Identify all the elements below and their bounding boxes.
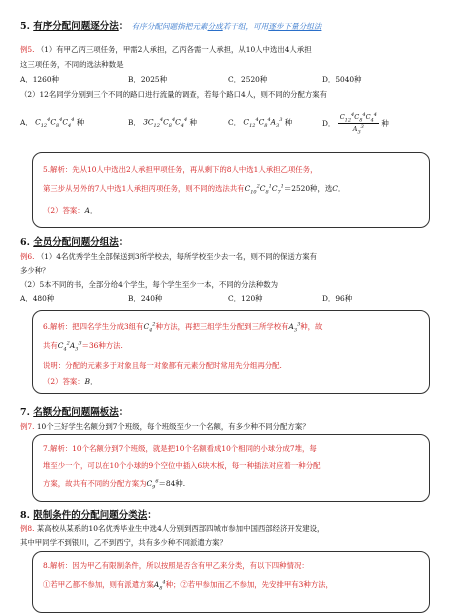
option-d: D．96种 bbox=[322, 294, 353, 303]
option-label: C． bbox=[228, 118, 242, 127]
section-title: 限制条件的分配问题分类法 bbox=[33, 510, 148, 521]
solution-line bbox=[43, 183, 345, 195]
solution-5-box bbox=[32, 152, 430, 228]
section-8-heading bbox=[20, 507, 157, 521]
colon: ： bbox=[118, 407, 129, 418]
desc-underlined: 分成 bbox=[207, 22, 223, 31]
formula: $C_4^2$ bbox=[143, 321, 156, 334]
formula: $C_{12}^4C_8^4A_3^3$ bbox=[243, 116, 283, 129]
formula-option-b bbox=[128, 117, 197, 128]
solution-text: （2）答案： bbox=[43, 206, 85, 215]
example-5-line-1 bbox=[20, 44, 312, 55]
option-label: B． bbox=[128, 118, 141, 127]
colon: ： bbox=[118, 21, 129, 32]
example-text: （1）有甲乙丙三项任务，甲需2人承担，乙丙各需一人承担，从10人中选出4人承担 bbox=[36, 45, 312, 54]
period: ． bbox=[337, 184, 346, 193]
example-text: 10个三好学生名额分到7个班级，每个班级至少一个名额，有多少种不同分配方案？ bbox=[36, 422, 310, 431]
option-suffix: 种 bbox=[284, 118, 293, 127]
example-7-line-1 bbox=[20, 421, 310, 432]
solution-line: 7.解析：10个名额分到7个班级，就是把10个名额看成10个相同的小球分成7堆，每 bbox=[43, 444, 317, 453]
example-label: 例7. bbox=[20, 422, 35, 431]
answer-letter: B bbox=[84, 377, 91, 386]
solution-text: ＝36种方法. bbox=[81, 341, 123, 350]
answer-letter: A bbox=[84, 206, 90, 215]
solution-line bbox=[43, 478, 185, 490]
formula: $A_3^3$ bbox=[288, 321, 301, 334]
solution-line bbox=[43, 321, 322, 333]
solution-7-box bbox=[32, 434, 430, 502]
example-6-part-2: （2）5本不同的书，全部分给4个学生，每个学生至少一本，不同的分法种数为 bbox=[20, 280, 279, 289]
option-suffix: 种 bbox=[76, 118, 85, 127]
formula: $C_{12}^4C_8^4C_4^4$ bbox=[35, 116, 75, 129]
example-text: 某高校从某系的10名优秀毕业生中选4人分别到西部四城市参加中国西部经济开发建设， bbox=[36, 524, 325, 533]
option-c: C．2520种 bbox=[228, 75, 268, 84]
option-d: D．5040种 bbox=[322, 75, 362, 84]
colon: ： bbox=[147, 510, 157, 521]
option-a: A．1260种 bbox=[20, 75, 59, 84]
example-label: 例5. bbox=[20, 45, 35, 54]
option-suffix: 种 bbox=[189, 118, 197, 127]
solution-line bbox=[43, 579, 333, 591]
formula-option-c bbox=[228, 117, 292, 128]
solution-text: 第三步从另外的7人中选1人承担丙项任务，则不同的选法共有 bbox=[43, 184, 245, 193]
solution-line: 8.解析：因为甲乙有限制条件，所以按照是否含有甲乙来分类，有以下四种情况： bbox=[43, 561, 309, 570]
option-suffix: 种 bbox=[381, 118, 389, 128]
option-b: B．2025种 bbox=[128, 75, 168, 84]
period: ． bbox=[90, 206, 98, 215]
formula: $C_9^6$ bbox=[146, 478, 159, 491]
solution-6-box bbox=[32, 310, 430, 394]
example-label: 例6. bbox=[20, 252, 35, 261]
formula: $C_{10}^2C_8^1C_7^1$ bbox=[244, 183, 284, 196]
example-label: 例8. bbox=[20, 524, 35, 533]
formula-option-a bbox=[20, 117, 84, 128]
solution-text: 方案，故共有不同的分配方案为 bbox=[43, 479, 147, 488]
formula: $C_4^2A_3^3$ bbox=[57, 340, 82, 353]
formula: $A_8^4$ bbox=[153, 579, 166, 592]
solution-line bbox=[43, 205, 97, 216]
colon: ： bbox=[118, 237, 129, 248]
option-label: D． bbox=[322, 118, 336, 128]
solution-text: ①若甲乙都不参加，则有派遣方案 bbox=[43, 580, 154, 589]
formula-fraction: $\frac{C_{12}^4C_8^4C_4^4}{A_3^3}$ bbox=[339, 112, 377, 136]
option-b: B．240种 bbox=[128, 294, 163, 303]
answer-letter: C bbox=[332, 184, 338, 193]
example-5-line-2: 这三项任务，不同的选法种数是 bbox=[20, 60, 124, 69]
solution-text: ＝84种. bbox=[158, 479, 186, 488]
solution-note: 说明：分配的元素多于对象且每一对象都有元素分配时常用先分组再分配. bbox=[43, 361, 282, 370]
desc-part: 有序分配问题指把元素 bbox=[131, 22, 208, 31]
section-number: 7. bbox=[20, 407, 30, 418]
formula: $3C_{12}^4C_8^4C_4^4$ bbox=[143, 116, 188, 129]
solution-line bbox=[43, 376, 98, 387]
desc-part: 若干组，可用 bbox=[222, 22, 269, 31]
solution-text: 6.解析：把四名学生分成3组有 bbox=[43, 322, 144, 331]
section-description bbox=[132, 22, 322, 31]
section-title: 有序分配问题逐分法 bbox=[33, 21, 119, 32]
section-6-heading bbox=[20, 234, 128, 248]
solution-text: 种，故 bbox=[300, 322, 323, 331]
solution-text: 种方法，再把三组学生分配到三所学校有 bbox=[155, 322, 289, 331]
section-number: 8. bbox=[20, 510, 30, 521]
section-number: 5. bbox=[20, 21, 30, 32]
section-7-heading bbox=[20, 404, 128, 418]
example-5-part-2: （2）12名同学分别到三个不同的路口进行流量的调查，若每个路口4人，则不同的分配方案有 bbox=[20, 90, 328, 99]
solution-line: 堆至少一个，可以在10个小球的9个空位中插入6块木板，每一种插法对应着一种分配 bbox=[43, 461, 321, 470]
section-5-heading bbox=[20, 18, 321, 32]
example-8-line-1 bbox=[20, 523, 324, 534]
solution-text: 种；②若甲参加而乙不参加，先安排甲有3种方法， bbox=[165, 580, 333, 589]
period: ． bbox=[90, 377, 98, 386]
solution-text: 共有 bbox=[43, 341, 58, 350]
solution-line bbox=[43, 340, 123, 352]
option-label: A． bbox=[20, 118, 33, 127]
solution-8-box bbox=[32, 551, 430, 613]
desc-underlined: 逐步下量分组法 bbox=[268, 22, 322, 31]
section-title: 全员分配问题分组法 bbox=[33, 237, 119, 248]
section-number: 6. bbox=[20, 237, 30, 248]
section-title: 名额分配问题隔板法 bbox=[33, 407, 119, 418]
option-a: A．480种 bbox=[20, 294, 55, 303]
example-text: （1）4名优秀学生全部保送到3所学校去，每所学校至少去一名，则不同的保送方案有 bbox=[36, 252, 317, 261]
example-8-line-2: 其中甲同学不到银川，乙不到西宁，共有多少种不同派遣方案？ bbox=[20, 538, 227, 547]
option-c: C．120种 bbox=[228, 294, 263, 303]
solution-text: （2）答案： bbox=[43, 377, 85, 386]
solution-text: ＝2520种，选 bbox=[283, 184, 333, 193]
formula-option-d bbox=[322, 112, 389, 136]
example-6-line-2: 多少种？ bbox=[20, 266, 50, 275]
example-6-line-1 bbox=[20, 251, 317, 262]
solution-line: 5.解析：先从10人中选出2人承担甲项任务，再从剩下的8人中选1人承担乙项任务， bbox=[43, 165, 318, 174]
